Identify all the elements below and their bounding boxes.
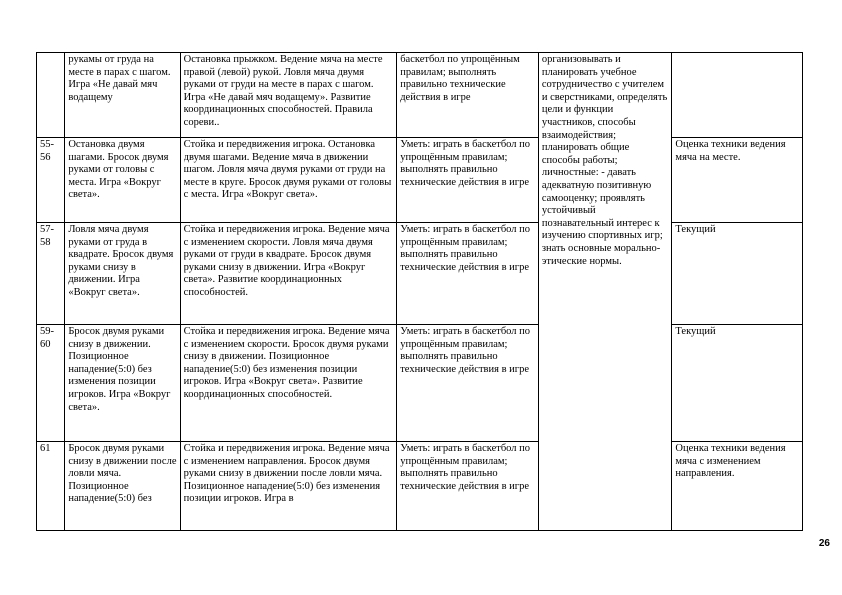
lesson-content-cell: Стойка и передвижения игрока. Ведение мяча с изменением скорости. Бросок двумя руками снизу в движении. Позиционное нападение(5:0) без изменения позиции игроков. Игра «Вокруг света». Развитие координационных способностей.	[180, 325, 397, 442]
lesson-topic-cell: Остановка двумя шагами. Бросок двумя руками от головы с места. Игра «Вокруг света».	[65, 138, 180, 223]
lesson-topic-cell: Ловля мяча двумя руками от груда в квадрате. Бросок двумя руками снизу в движении. Игра «Вокруг света».	[65, 223, 180, 325]
control-cell: Текущий	[672, 325, 803, 442]
lesson-number-cell	[37, 53, 65, 138]
lesson-content-cell: Стойка и передвижения игрока. Остановка двумя шагами. Ведение мяча в движении шагом. Ловля мяча двумя руками от груди на месте в круге. Бросок двумя руками от головы с места. Игра «Вокруг света».	[180, 138, 397, 223]
lesson-content-cell: Стойка и передвижения игрока. Ведение мяча с изменением скорости. Ловля мяча двумя руками от груди в квадрате. Бросок двумя руками снизу в движении. Игра «Вокруг света». Развитие координационных способностей.	[180, 223, 397, 325]
lesson-skills-cell: баскетбол по упрощённым правилам; выполнять правильно технические действия в игре	[397, 53, 539, 138]
control-cell	[672, 53, 803, 138]
table-row	[37, 138, 803, 223]
lesson-number-cell: 55-56	[37, 138, 65, 223]
lesson-skills-cell: Уметь: играть в баскетбол по упрощённым правилам; выполнять правильно технические действия в игре	[397, 138, 539, 223]
table-row	[37, 325, 803, 442]
control-cell: Оценка техники ведения мяча на месте.	[672, 138, 803, 223]
lesson-topic-cell: Бросок двумя руками снизу в движении после ловли мяча. Позиционное нападение(5:0) без	[65, 442, 180, 531]
lesson-plan-table	[36, 52, 803, 531]
table-row	[37, 223, 803, 325]
lesson-number-cell: 59-60	[37, 325, 65, 442]
table-row	[37, 442, 803, 531]
control-cell: Текущий	[672, 223, 803, 325]
table-row	[37, 53, 803, 138]
lesson-topic-cell: Бросок двумя руками снизу в движении. Позиционное нападение(5:0) без изменения позиции игроков. Игра «Вокруг света».	[65, 325, 180, 442]
lesson-topic-cell: рукамы от груда на месте в парах с шагом. Игра «Не давай мяч водащему	[65, 53, 180, 138]
lesson-content-cell: Стойка и передвижения игрока. Ведение мяча с изменением направления. Бросок двумя руками снизу в движении после ловли мяча. Позиционное нападение(5:0) без изменения позиции игроков. Игра в	[180, 442, 397, 531]
lesson-skills-cell: Уметь: играть в баскетбол по упрощённым правилам; выполнять правильно технические действия в игре	[397, 223, 539, 325]
lesson-number-cell: 57-58	[37, 223, 65, 325]
page-number: 26	[818, 538, 830, 549]
control-cell: Оценка техники ведения мяча с изменением направления.	[672, 442, 803, 531]
lesson-skills-cell: Уметь: играть в баскетбол по упрощённым правилам; выполнять правильно технические действия в игре	[397, 442, 539, 531]
lesson-content-cell: Остановка прыжком. Ведение мяча на месте правой (левой) рукой. Ловля мяча двумя руками от груди на месте в парах с шагом. Игра «Не давай мяч водащему». Развитие координационных способностей. Правила сореви..	[180, 53, 397, 138]
lesson-number-cell: 61	[37, 442, 65, 531]
uud-cell: организовывать и планировать учебное сотрудничество с учителем и сверстниками, определять цели и функции участников, способы взаимодействия; планировать общие способы работы; личностные: - давать адекватную позитивную самооценку; проявлять устойчивый познавательный интерес к изучению спортивных игр; знать основные морально-этические нормы.	[538, 53, 672, 531]
lesson-skills-cell: Уметь: играть в баскетбол по упрощённым правилам; выполнять правильно технические действия в игре	[397, 325, 539, 442]
